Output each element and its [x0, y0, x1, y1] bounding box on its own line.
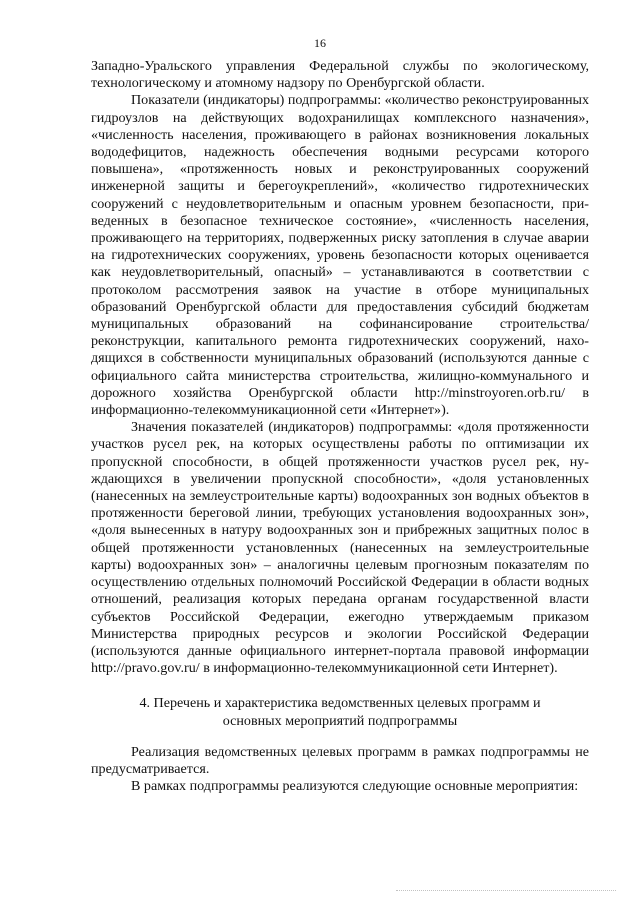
section-heading-line-2: основных мероприятий подпрограммы: [222, 712, 458, 729]
paragraph-indicator-values: Значения показателей (индикаторов) подпрограммы: «доля протяженности участков русел рек, на которых осуществлены работы по оптимизации их пропускной способности, в общей протяженности участков русел рек, нуждающихся в увеличении пропускной способности», «доля установленных (нанесенных на землеустроительные карты) водоохранных зон водных объектов в протяженности береговой линии, требующих установления водоохранных зон», «доля вынесенных в натуру водоохранных зон и прибрежных защитных полос в общей протяженности установленных (нанесенных на землеустроительные карты) водоохранных зон» – аналогичны целевым прогнозным показателям по осуществлению отдельных полномочий Российской Федерации в области водных отношений, реализация которых передана органам государственной власти субъектов Российской Федерации, ежегодно утверждаемым приказом Министерства природных ресурсов и экологии Российской Федерации (используются данные официального интернет-портала правовой информации http://pravo.gov.ru/ в информационно-телекоммуникационной сети Интернет).: [91, 419, 589, 677]
paragraph-main-measures: В рамках подпрограммы реализуются следующие основные мероприятия:: [131, 778, 579, 795]
paragraph-continuation: Западно-Уральского управления Федеральной службы по экологическому, технологическому и атомному надзору по Оренбургской области.: [91, 58, 589, 92]
document-body: [91, 58, 589, 795]
section-heading-line-1: 4. Перечень и характеристика ведомственных целевых программ и: [139, 695, 541, 712]
scan-artifact-dots: [396, 890, 616, 895]
paragraph-indicators: Показатели (индикаторы) подпрограммы: «количество реконструированных гидроузлов на действующих водохранилищах комплексного назначения», «численность населения, проживающего в районах возникновения локальных вододефицитов, надежность обеспечения водными ресурсами которого повышена», «протяженность новых и реконструированных сооружений инженерной защиты и берегоукреплений», «количество гидротехнических сооружений с неудовлетворительным и опасным уровнем безопасности, приведенных в безопасное техническое состояние», «численность населения, проживающего на территориях, подверженных риску затопления в случае аварии на гидротехнических сооружениях, уровень безопасности которых оценивается как неудовлетворительный, опасный» – устанавливаются в соответствии с протоколом рассмотрения заявок на участие в отборе муниципальных образований Оренбургской области для предоставления субсидий бюджетам муниципальных образований на софинансирование строительства/ реконструкции, капитального ремонта гидротехнических сооружений, находящихся в собственности муниципальных образований (используются данные с официального сайта министерства строительства, жилищно-коммунального и дорожного хозяйства Оренбургской области http://minstroyoren.orb.ru/ в информационно-телекоммуникационной сети «Интернет»).: [91, 92, 590, 419]
paragraph-departmental-programs: Реализация ведомственных целевых программ в рамках подпрограммы не предусматривается.: [91, 743, 589, 777]
section-heading: [91, 695, 589, 729]
page-number: 16: [314, 36, 326, 50]
